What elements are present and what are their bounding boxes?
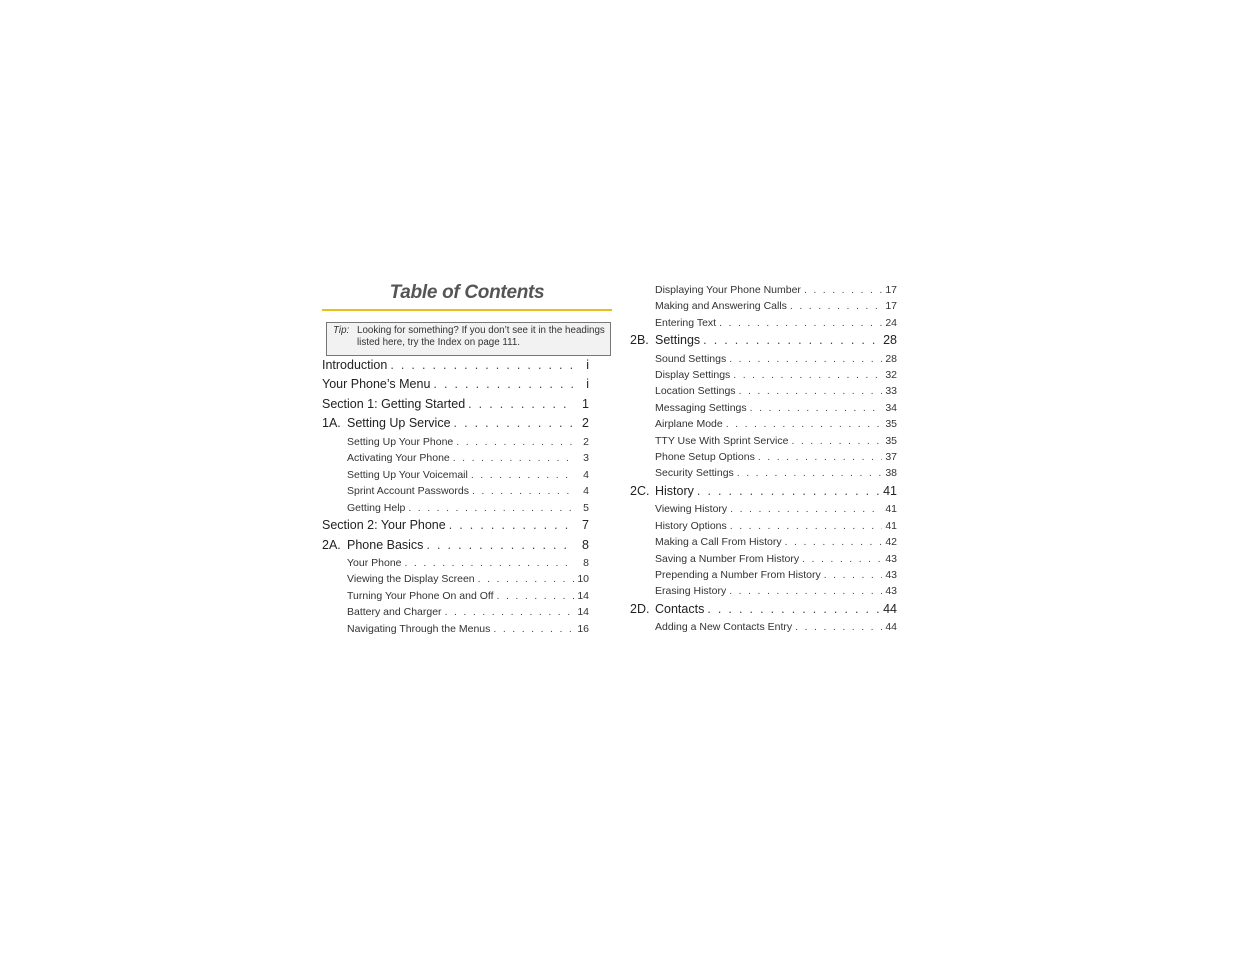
title-rule — [322, 309, 612, 311]
toc-page: 43 — [885, 553, 897, 565]
toc-page: i — [586, 377, 589, 391]
toc-page: 44 — [883, 602, 897, 616]
toc-page: 41 — [885, 503, 897, 515]
toc-number: 2A. — [322, 538, 341, 552]
toc-label: Making and Answering Calls — [655, 300, 787, 312]
toc-entry-location-settings[interactable] — [655, 385, 897, 397]
toc-leader — [804, 284, 882, 296]
toc-entry-making-answering-calls[interactable] — [655, 300, 897, 312]
toc-entry-setting-up-voicemail[interactable] — [347, 469, 589, 481]
toc-label: Viewing History — [655, 503, 728, 515]
toc-page: i — [586, 358, 589, 372]
toc-entry-prepending-number[interactable] — [655, 569, 897, 581]
toc-entry-viewing-history[interactable] — [655, 503, 897, 515]
toc-entry-adding-contacts-entry[interactable] — [655, 621, 897, 633]
toc-page: 8 — [583, 557, 589, 569]
toc-leader — [478, 573, 574, 585]
toc-page: 17 — [885, 300, 897, 312]
toc-label: Sprint Account Passwords — [347, 485, 469, 497]
toc-leader — [758, 451, 882, 463]
toc-leader — [697, 484, 880, 498]
toc-label: Viewing the Display Screen — [347, 573, 475, 585]
toc-label: Turning Your Phone On and Off — [347, 590, 494, 602]
toc-entry-your-phone[interactable] — [347, 557, 589, 569]
toc-entry-2d[interactable] — [630, 602, 897, 616]
toc-label: Your Phone’s Menu — [322, 377, 431, 391]
toc-entry-entering-text[interactable] — [655, 317, 897, 329]
toc-leader — [468, 397, 574, 411]
toc-number: 2B. — [630, 333, 649, 347]
toc-label: Messaging Settings — [655, 402, 747, 414]
toc-entry-battery-charger[interactable] — [347, 606, 589, 618]
toc-label: History Options — [655, 520, 727, 532]
toc-entry-messaging-settings[interactable] — [655, 402, 897, 414]
toc-entry-2a[interactable] — [322, 538, 589, 552]
toc-page: 24 — [885, 317, 897, 329]
toc-label: Displaying Your Phone Number — [655, 284, 801, 296]
toc-page: 44 — [885, 621, 897, 633]
toc-page: 4 — [583, 469, 589, 481]
toc-leader — [449, 518, 574, 532]
toc-leader — [785, 536, 882, 548]
toc-leader — [750, 402, 882, 414]
toc-page: 14 — [577, 590, 589, 602]
toc-leader — [791, 435, 882, 447]
toc-leader — [730, 503, 882, 515]
toc-page: 37 — [885, 451, 897, 463]
toc-number: 2D. — [630, 602, 650, 616]
toc-leader — [739, 385, 882, 397]
toc-label: Getting Help — [347, 502, 406, 514]
toc-entry-2c[interactable] — [630, 484, 897, 498]
toc-page: 28 — [885, 353, 897, 365]
toc-page: 3 — [583, 452, 589, 464]
toc-entry-displaying-number[interactable] — [655, 284, 897, 296]
toc-entry-activating-your-phone[interactable] — [347, 452, 589, 464]
toc-leader — [493, 623, 574, 635]
toc-leader — [726, 418, 882, 430]
toc-page: 14 — [577, 606, 589, 618]
toc-entry-making-call-history[interactable] — [655, 536, 897, 548]
toc-leader — [426, 538, 574, 552]
toc-label: Navigating Through the Menus — [347, 623, 491, 635]
toc-leader — [472, 485, 574, 497]
toc-page: 17 — [885, 284, 897, 296]
toc-label: Adding a New Contacts Entry — [655, 621, 793, 633]
toc-entry-erasing-history[interactable] — [655, 585, 897, 597]
toc-label: Location Settings — [655, 385, 736, 397]
toc-label: Contacts — [655, 602, 705, 616]
toc-label: Saving a Number From History — [655, 553, 800, 565]
toc-page: 43 — [885, 585, 897, 597]
toc-page: 42 — [885, 536, 897, 548]
toc-leader — [703, 333, 880, 347]
toc-leader — [453, 452, 574, 464]
toc-entry-display-settings[interactable] — [655, 369, 897, 381]
toc-label: Security Settings — [655, 467, 734, 479]
toc-entry-navigating-menus[interactable] — [347, 623, 589, 635]
toc-label: Erasing History — [655, 585, 727, 597]
toc-entry-2b[interactable] — [630, 333, 897, 347]
toc-leader — [497, 590, 574, 602]
toc-label: Your Phone — [347, 557, 402, 569]
toc-leader — [707, 602, 880, 616]
toc-leader — [456, 436, 574, 448]
toc-page: 2 — [583, 436, 589, 448]
toc-entry-phone-setup-options[interactable] — [655, 451, 897, 463]
toc-leader — [405, 557, 575, 569]
toc-leader — [729, 585, 882, 597]
toc-page: 4 — [583, 485, 589, 497]
toc-entry-security-settings[interactable] — [655, 467, 897, 479]
toc-page: 10 — [577, 573, 589, 585]
toc-page: 41 — [883, 484, 897, 498]
toc-entry-section-1[interactable] — [322, 397, 589, 411]
toc-label: Phone Basics — [347, 538, 424, 552]
toc-label: Sound Settings — [655, 353, 727, 365]
toc-page: 16 — [577, 623, 589, 635]
toc-label: Display Settings — [655, 369, 731, 381]
toc-page: 43 — [885, 569, 897, 581]
toc-page: 32 — [885, 369, 897, 381]
toc-entry-getting-help[interactable] — [347, 502, 589, 514]
toc-leader — [445, 606, 574, 618]
tip-box — [326, 322, 611, 356]
toc-label: Setting Up Your Phone — [347, 436, 454, 448]
tip-label: Tip: — [333, 325, 350, 336]
toc-page: 1 — [582, 397, 589, 411]
toc-page: 8 — [582, 538, 589, 552]
toc-page: 38 — [885, 467, 897, 479]
toc-label: Airplane Mode — [655, 418, 723, 430]
toc-page: 34 — [885, 402, 897, 414]
toc-leader — [824, 569, 882, 581]
toc-entry-turning-on-off[interactable] — [347, 590, 589, 602]
toc-page: 33 — [885, 385, 897, 397]
toc-entry-tty-use[interactable] — [655, 435, 897, 447]
tip-text: Looking for something? If you don’t see it in the headings listed here, try the Index on page 111. — [357, 325, 605, 348]
toc-leader — [802, 553, 882, 565]
toc-leader — [719, 317, 882, 329]
toc-label: Settings — [655, 333, 701, 347]
toc-entry-sound-settings[interactable] — [655, 353, 897, 365]
toc-leader — [737, 467, 882, 479]
toc-entry-setting-up-your-phone[interactable] — [347, 436, 589, 448]
toc-label: History — [655, 484, 694, 498]
toc-page: 7 — [582, 518, 589, 532]
toc-label: Entering Text — [655, 317, 717, 329]
toc-leader — [471, 469, 574, 481]
toc-entry-airplane-mode[interactable] — [655, 418, 897, 430]
toc-entry-introduction[interactable] — [322, 358, 589, 372]
toc-number: 1A. — [322, 416, 341, 430]
toc-page: 28 — [883, 333, 897, 347]
toc-entry-viewing-display[interactable] — [347, 573, 589, 585]
toc-entry-history-options[interactable] — [655, 520, 897, 532]
toc-entry-sprint-account-passwords[interactable] — [347, 485, 589, 497]
toc-label: Section 2: Your Phone — [322, 518, 446, 532]
toc-entry-1a[interactable] — [322, 416, 589, 430]
toc-label: Section 1: Getting Started — [322, 397, 466, 411]
toc-leader — [454, 416, 574, 430]
toc-entry-saving-number-history[interactable] — [655, 553, 897, 565]
toc-label: Making a Call From History — [655, 536, 782, 548]
page-title: Table of Contents — [389, 282, 545, 303]
toc-leader — [795, 621, 882, 633]
toc-label: Setting Up Your Voicemail — [347, 469, 468, 481]
toc-number: 2C. — [630, 484, 650, 498]
toc-label: Phone Setup Options — [655, 451, 755, 463]
toc-leader — [730, 520, 882, 532]
toc-leader — [408, 502, 574, 514]
toc-entry-section-2[interactable] — [322, 518, 589, 532]
toc-label: Activating Your Phone — [347, 452, 450, 464]
toc-page: 41 — [885, 520, 897, 532]
toc-leader — [433, 377, 574, 391]
toc-label: Battery and Charger — [347, 606, 442, 618]
toc-page: 35 — [885, 418, 897, 430]
toc-leader — [729, 353, 882, 365]
toc-entry-your-phones-menu[interactable] — [322, 377, 589, 391]
toc-label: TTY Use With Sprint Service — [655, 435, 789, 447]
toc-leader — [733, 369, 882, 381]
toc-leader — [790, 300, 882, 312]
toc-page: 35 — [885, 435, 897, 447]
toc-leader — [390, 358, 574, 372]
toc-label: Setting Up Service — [347, 416, 451, 430]
toc-page: 5 — [583, 502, 589, 514]
toc-page: 2 — [582, 416, 589, 430]
toc-label: Prepending a Number From History — [655, 569, 821, 581]
toc-label: Introduction — [322, 358, 388, 372]
